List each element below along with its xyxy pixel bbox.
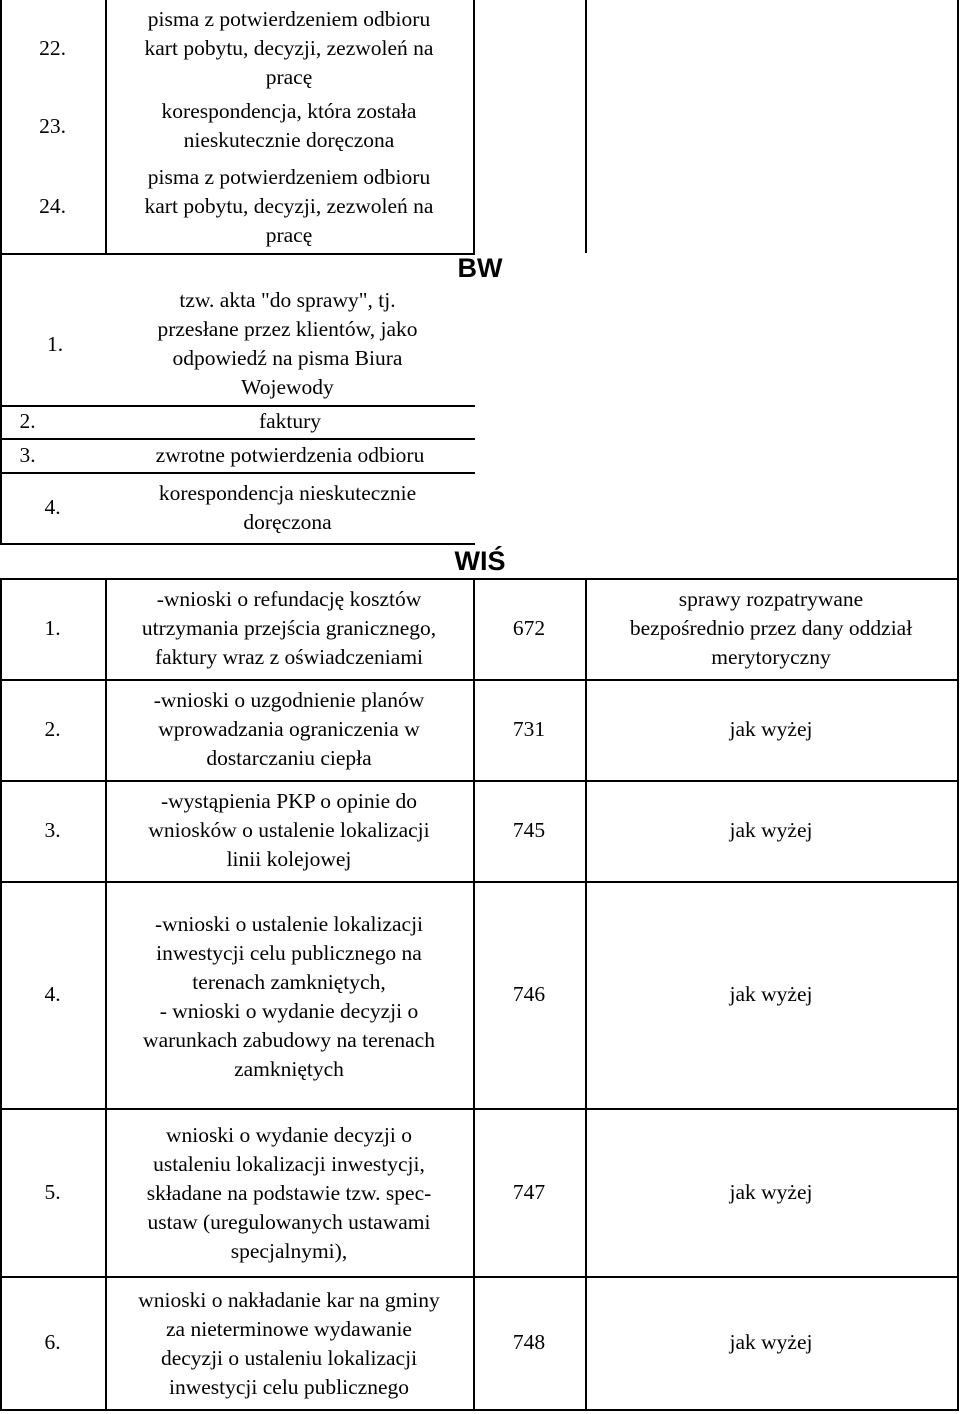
row-description: tzw. akta "do sprawy", tj. przesłane przez klientów, jako odpowiedź na pisma Biura Wojewody [157, 288, 418, 399]
grid-line [0, 253, 475, 255]
row-description: -wystąpienia PKP o opinie do wniosków o ustalenie lokalizacji linii kolejowej [148, 789, 430, 871]
section-heading-wis: WIŚ [454, 545, 506, 576]
row-number: 1. [44, 616, 61, 640]
row-description: faktury [258, 409, 322, 433]
row-description: wnioski o nakładanie kar na gminy za nieterminowe wydawanie decyzji o ustaleniu lokalizacji inwestycji celu publicznego [138, 1288, 440, 1399]
row-note: jak wyżej [729, 818, 813, 842]
row-description: korespondencja nieskutecznie doręczona [158, 480, 417, 534]
grid-line [585, 0, 587, 253]
row-number: 4. [44, 495, 61, 519]
row-description: zwrotne potwierdzenia odbioru [155, 442, 425, 467]
row-code: 746 [512, 982, 546, 1006]
row-description: korespondencja, która została nieskutecznie doręczona [161, 99, 417, 152]
grid-line [957, 0, 959, 1410]
row-note: jak wyżej [729, 982, 813, 1006]
row-description: wnioski o wydanie decyzji o ustaleniu lokalizacji inwestycji, składane na podstawie tzw. spec- ustaw (uregulowanych ustawami specjalnymi), [146, 1122, 432, 1263]
row-code: 745 [512, 818, 546, 842]
row-number: 1. [46, 331, 64, 356]
row-number: 2. [19, 409, 36, 433]
row-description: pisma z potwierdzeniem odbioru kart pobytu, decyzji, zezwoleń na pracę [144, 6, 434, 89]
row-number: 23. [39, 113, 66, 138]
row-number: 4. [44, 982, 61, 1006]
row-description: -wnioski o refundację kosztów utrzymania przejścia granicznego, faktury wraz z oświadczeniami [141, 587, 437, 669]
row-description: -wnioski o uzgodnienie planów wprowadzania ograniczenia w dostarczaniu ciepła [153, 688, 425, 770]
row-number: 6. [44, 1330, 61, 1354]
row-number: 2. [44, 717, 61, 741]
row-number: 5. [44, 1179, 61, 1204]
row-number: 24. [39, 193, 66, 218]
section-heading-bw: BW [457, 252, 503, 283]
row-code: 731 [512, 717, 546, 741]
row-note: jak wyżej [729, 1330, 813, 1354]
row-code: 747 [512, 1179, 546, 1204]
grid-line [473, 0, 475, 253]
row-description: -wnioski o ustalenie lokalizacji inwestycji celu publicznego na terenach zamkniętych, - wnioski o wydanie decyzji o warunkach zabudowy na terenach zamkniętych [143, 912, 435, 1081]
row-code: 672 [512, 616, 546, 640]
row-note: sprawy rozpatrywane bezpośrednio przez dany oddział merytoryczny [629, 587, 913, 669]
row-number: 22. [39, 35, 66, 60]
row-number: 3. [44, 818, 61, 842]
row-number: 3. [19, 442, 36, 467]
grid-line [0, 1409, 959, 1411]
grid-line [0, 543, 475, 545]
row-description: pisma z potwierdzeniem odbioru kart pobytu, decyzji, zezwoleń na pracę [144, 164, 434, 247]
row-note: jak wyżej [729, 717, 813, 741]
row-code: 748 [512, 1330, 546, 1354]
row-note: jak wyżej [729, 1179, 813, 1204]
